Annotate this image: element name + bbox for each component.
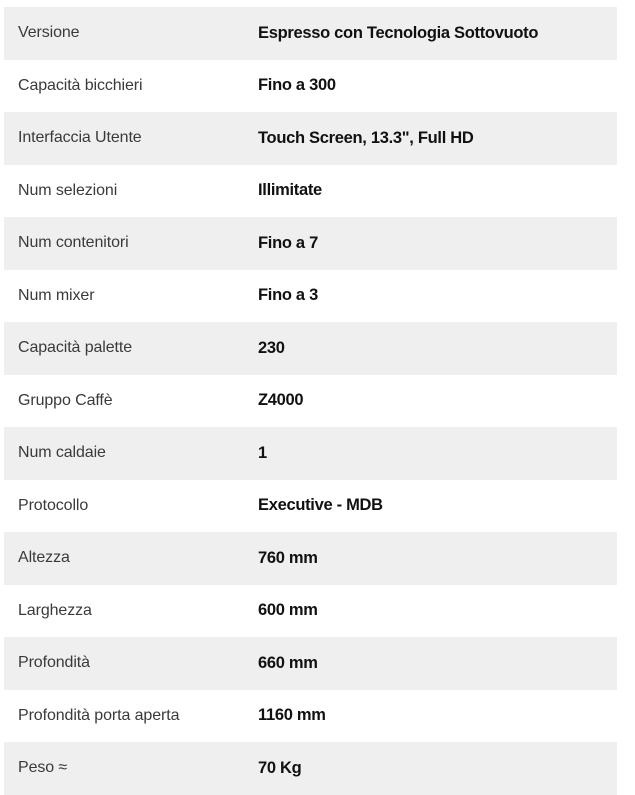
spec-row-num-mixer	[4, 270, 617, 323]
spec-value: Espresso con Tecnologia Sottovuoto	[258, 23, 539, 42]
spec-value: Z4000	[258, 391, 304, 410]
spec-label: Num mixer	[18, 286, 95, 304]
spec-label: Capacità palette	[18, 339, 133, 357]
spec-label: Versione	[18, 24, 80, 42]
spec-row-num-caldaie	[4, 427, 617, 480]
spec-label: Num selezioni	[18, 181, 118, 199]
spec-value: Illimitate	[258, 181, 322, 200]
spec-row-larghezza	[4, 585, 617, 638]
spec-label: Altezza	[18, 549, 70, 567]
spec-label: Gruppo Caffè	[18, 391, 113, 409]
spec-value: 600 mm	[258, 601, 318, 620]
spec-row-gruppo-caffe	[4, 375, 617, 428]
spec-value: Fino a 3	[258, 286, 318, 305]
spec-value: 660 mm	[258, 653, 318, 672]
spec-row-num-contenitori	[4, 217, 617, 270]
spec-value: Touch Screen, 13.3", Full HD	[258, 128, 474, 147]
spec-label: Larghezza	[18, 601, 92, 619]
spec-label: Protocollo	[18, 496, 89, 514]
spec-row-num-selezioni	[4, 165, 617, 218]
spec-row-altezza	[4, 532, 617, 585]
spec-row-capacita-bicchieri	[4, 60, 617, 113]
spec-row-protocollo	[4, 480, 617, 533]
spec-value: 1160 mm	[258, 706, 326, 725]
spec-value: Fino a 7	[258, 233, 318, 252]
spec-label: Peso ≈	[18, 759, 68, 777]
spec-label: Capacità bicchieri	[18, 76, 143, 94]
spec-label: Interfaccia Utente	[18, 129, 142, 147]
spec-value: 70 Kg	[258, 758, 302, 777]
spec-value: 1	[258, 443, 267, 462]
spec-value: 760 mm	[258, 548, 318, 567]
spec-label: Profondità	[18, 654, 90, 672]
spec-label: Num caldaie	[18, 444, 106, 462]
spec-row-peso	[4, 742, 617, 795]
spec-row-profondita-porta-aperta	[4, 690, 617, 743]
spec-value: Fino a 300	[258, 76, 336, 95]
spec-row-profondita	[4, 637, 617, 690]
spec-value: 230	[258, 338, 285, 357]
spec-value: Executive - MDB	[258, 496, 383, 515]
spec-table	[4, 7, 617, 795]
spec-row-capacita-palette	[4, 322, 617, 375]
spec-row-versione	[4, 7, 617, 60]
spec-label: Num contenitori	[18, 234, 129, 252]
spec-label: Profondità porta aperta	[18, 706, 180, 724]
spec-row-interfaccia-utente	[4, 112, 617, 165]
